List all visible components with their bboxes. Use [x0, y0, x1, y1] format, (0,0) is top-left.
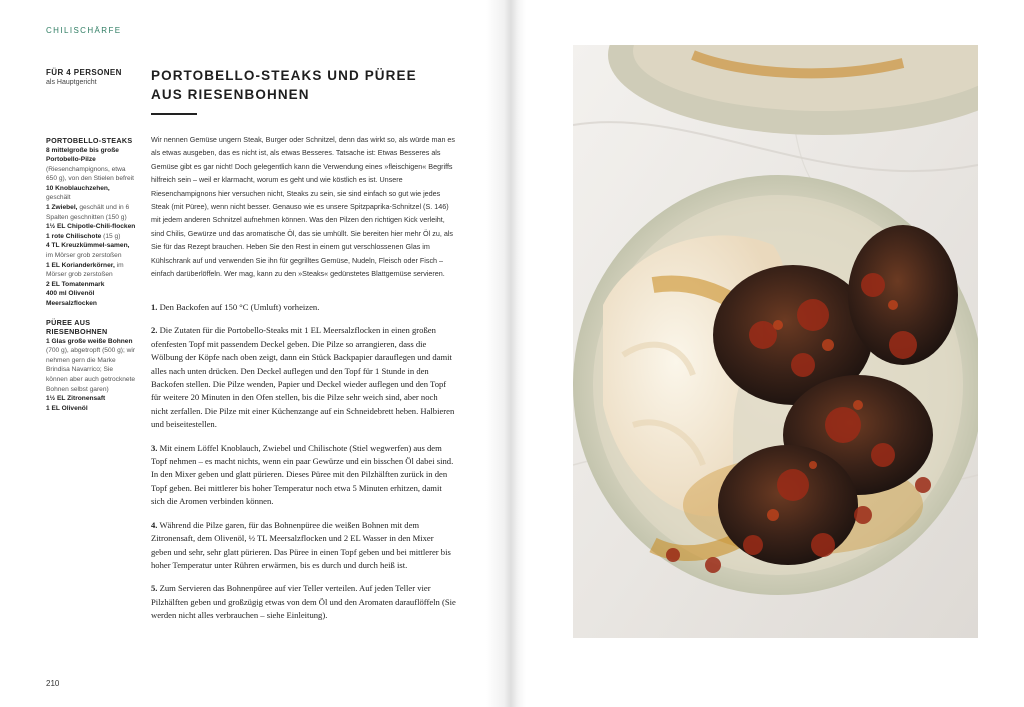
ingredient-list	[46, 136, 136, 413]
ingredient-item: 400 ml Olivenöl	[46, 290, 95, 298]
book-gutter	[486, 0, 526, 707]
method-step: 2. Die Zutaten für die Portobello-Steaks mit 1 EL Meersalzflocken in einen großen ofenfesten Topf mit passendem Deckel geben. Die Pilze so arrangieren, dass die Wölbung der Köpfe nach oben zeigt, dann ein Stück Backpapier darauflegen und damit alles nach unten drücken. Den Deckel auflegen und den Topf für 1 Stunde in den Backofen stellen. Die Pilze wenden, Papier und Deckel wieder auflegen und den Topf für weitere 20 Minuten in den Ofen stellen, bis die Pilze sehr weich sind, aber noch nicht zerfallen. Die Pilze mit einer Küchenzange auf ein Schneidebrett heben. Halbieren und beiseitestellen.	[151, 325, 455, 430]
ingredient-item: 8 mittelgroße bis große Portobello-Pilze (Riesenchampignons, etwa 650 g), von den Stielen befreit	[46, 146, 134, 183]
ingredient-item: 1½ EL Zitronensaft	[46, 395, 106, 403]
ingredient-item: 1 Glas große weiße Bohnen (700 g), abgetropft (500 g); wir nehmen gern die Marke Brindisa Navarrico; Sie können aber auch getrocknete Bohnen selbst garen)	[46, 337, 136, 393]
ingredient-group-puree	[46, 318, 136, 414]
title-divider	[151, 113, 197, 115]
page-number: 210	[46, 679, 60, 688]
recipe-title-line-2: AUS RIESENBOHNEN	[151, 87, 310, 102]
recipe-title	[151, 66, 471, 104]
ingredient-item: 2 EL Tomatenmark	[46, 280, 105, 288]
ingredient-item: 1 EL Olivenöl	[46, 404, 88, 412]
ingredient-item: 1 rote Chilischote (15 g)	[46, 232, 121, 240]
ingredient-item: 10 Knoblauchzehen, geschält	[46, 184, 110, 202]
method-steps	[151, 301, 456, 633]
ingredient-item: 1½ EL Chipotle-Chili-flocken	[46, 223, 136, 231]
ingredient-group-heading: PÜREE AUS RIESENBOHNEN	[46, 317, 108, 337]
ingredient-item: 1 EL Korianderkörner, im Mörser grob zerstoßen	[46, 261, 124, 279]
ingredient-group-steaks	[46, 136, 136, 309]
recipe-title-line-1: PORTOBELLO-STEAKS UND PÜREE	[151, 68, 417, 83]
servings-heading: FÜR 4 PERSONEN	[46, 68, 122, 77]
ingredient-item: Meersalzflocken	[46, 300, 97, 307]
food-photo-illustration	[573, 45, 978, 638]
servings-subtext: als Hauptgericht	[46, 79, 97, 86]
recipe-intro: Wir nennen Gemüse ungern Steak, Burger oder Schnitzel, denn das wirkt so, als würde man es als etwas ausgeben, das es nicht ist, als etwas Besseres. Tatsache ist: Etwas Besseres als Gemüse gibt es gar nicht! Doch gelegentlich kann die Verwendung eines »fleischigen« Begriffs hilfreich sein – weil er klarmacht, worum es geht und wie köstlich es ist. Unsere Riesenchampignons hier versuchen nicht, Steaks zu sein, sie sind einfach so gut wie jedes Steak (mit Püree), wenn nicht besser. Genauso wie es unsere Spitzpaprika-Schnitzel (S. 146) mit jedem anderen Schnitzel aufnehmen können. Was den Pilzen den richtigen Kick verleiht, sind Chilis, Gewürze und das aromatische Öl, das sie umhüllt. Sie bereiten hier mehr Öl zu, als Sie für das Rezept brauchen. Heben Sie den Rest in einem gut verschlossenen Glas im Kühlschrank auf und verwenden Sie ihn für gegrilltes Gemüse, Nudeln, Fleisch oder Fisch – einfach darüberlöffeln. Wer mag, kann zu den »Steaks« gedünstetes Blattgemüse servieren.	[151, 135, 456, 279]
section-heading: CHILISCHÄRFE	[46, 26, 122, 35]
method-step: 5. Zum Servieren das Bohnenpüree auf vier Teller verteilen. Auf jeden Teller vier Pilzhälften geben und großzügig etwas von dem Öl und den Aromaten darauflöffeln (Sie werden nicht alles verbrauchen – siehe Einleitung).	[151, 583, 456, 621]
method-step: 4. Während die Pilze garen, für das Bohnenpüree die weißen Bohnen mit dem Zitronensaft, dem Olivenöl, ½ TL Meersalzflocken und 2 EL Wasser in den Mixer geben und sehr, sehr glatt pürieren. Das Püree in einen Topf geben und bei mittlerer bis hoher Temperatur unter Rühren erwärmen, bis es durch und durch heiß ist.	[151, 519, 451, 570]
ingredient-item: 4 TL Kreuzkümmel-samen, im Mörser grob zerstoßen	[46, 242, 130, 260]
ingredient-item: 1 Zwiebel, geschält und in 6 Spalten geschnitten (150 g)	[46, 204, 130, 221]
food-photo	[573, 45, 978, 638]
ingredient-group-heading: PORTOBELLO-STEAKS	[46, 136, 133, 145]
servings-block	[46, 68, 136, 86]
method-step: 3. Mit einem Löffel Knoblauch, Zwiebel und Chilischote (Stiel wegwerfen) aus dem Topf nehmen – es macht nichts, wenn ein paar Gewürze und ein bisschen Öl dabei sind. In den Mixer geben und glatt pürieren. Dieses Püree mit den Pilzhälften zurück in den Topf geben. Bei mittlerer bis hoher Temperatur noch etwa 5 Minuten erhitzen, damit sich die Aromen verbinden können.	[151, 442, 454, 507]
method-step: 1. Den Backofen auf 150 °C (Umluft) vorheizen.	[151, 302, 320, 312]
